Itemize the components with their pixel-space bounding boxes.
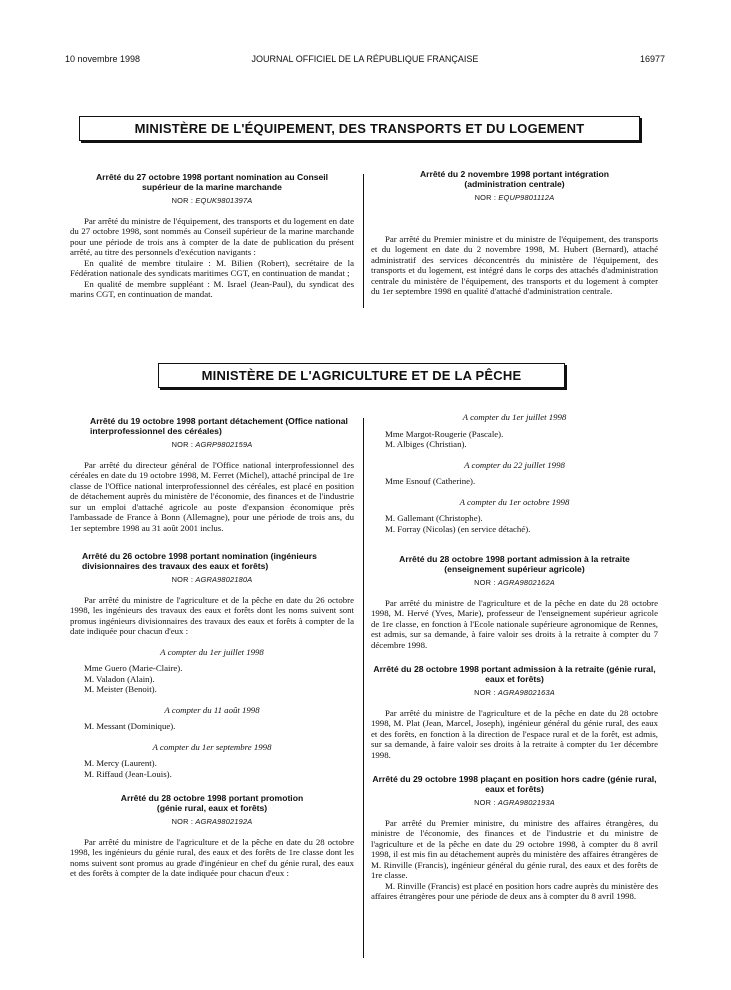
nor-ref: NOR : AGRA9802193A (474, 798, 555, 807)
arrete-body: Par arrêté du ministre de l'agriculture et de la pêche en date du 26 octobre 1998, les ingénieurs des travaux des eaux et forêts dont les noms suivent sont promus ingénieurs divisionnaires des travaux des eaux et forêts à compter de la date indiquée pour chacun d'eux : (70, 594, 354, 636)
arrete-body: Par arrêté du Premier ministre, du ministre des affaires étrangères, du ministre de l'économie, des finances et de l'industrie et du ministre de l'agriculture et de la pêche en date du 29 octobre 1998, à compter du 8 avril 1998, il est mis fin au détachement auprès du ministère des affaires étrangères de M. Rinville (Francis), ingénieur général du génie rural, des eaux et des forêts de 1re classe. (371, 817, 658, 880)
arrete-body: En qualité de membre titulaire : M. Bilien (Robert), secrétaire de la Fédération nationale des syndicats maritimes CGT, en continuation de mandat ; (70, 257, 354, 278)
left-column (70, 416, 354, 879)
arrete-title: Arrêté du 27 octobre 1998 portant nomination au Conseil supérieur de la marine marchande (95, 172, 329, 192)
arrete-body: Par arrêté du ministre de l'équipement, des transports et du logement en date du 27 octobre 1998, sont nommés au Conseil supérieur de la marine marchande pour une période de trois ans à compter de la date de publication du présent arrêté, au titre des personnels d'exécution navigants : (70, 215, 354, 257)
arrete-body: Par arrêté du ministre de l'agriculture et de la pêche en date du 28 octobre 1998, M. Hervé (Yves, Marie), professeur de l'enseignement supérieur agricole de 1re classe, en fonction à l'Ecole nationale supérieure agronomique de Rennes, est admis, sur sa demande, à faire valoir ses droits à la retraite à compter du 7 décembre 1998. (371, 597, 658, 650)
effective-date: A compter du 11 août 1998 (164, 704, 260, 715)
arrete-title: Arrêté du 26 octobre 1998 portant nomination (ingénieurs divisionnaires des travaux des eaux et forêts) (82, 551, 317, 571)
person-name: M. Albiges (Christian). (385, 439, 467, 449)
effective-date: A compter du 22 juillet 1998 (464, 459, 565, 470)
journal-title: JOURNAL OFFICIEL DE LA RÉPUBLIQUE FRANÇAISE (251, 54, 479, 64)
nor-ref: NOR : AGRP9802159A (171, 440, 253, 449)
person-name: M. Mercy (Laurent). (84, 758, 157, 768)
arrete-body: Par arrêté du ministre de l'agriculture et de la pêche en date du 28 octobre 1998, les ingénieurs du génie rural, des eaux et des forêts de 1re classe dont les noms suivent sont promus au grade d'ingénieur en chef du génie rural, des eaux et des forêts à compter de la date indiquée pour chacun d'eux : (70, 836, 354, 878)
header-date: 10 novembre 1998 (65, 54, 141, 64)
effective-date: A compter du 1er septembre 1998 (152, 741, 272, 752)
arrete-integration (371, 169, 658, 297)
arrete-title: Arrêté du 29 octobre 1998 plaçant en position hors cadre (génie rural, eaux et forêts) (372, 774, 657, 794)
ministry-title: MINISTÈRE DE L'ÉQUIPEMENT, DES TRANSPORTS ET DU LOGEMENT (134, 121, 585, 136)
arrete-body: En qualité de membre suppléant : M. Israel (Jean-Paul), du syndicat des marins CGT, en continuation de mandat. (70, 278, 354, 299)
person-name: Mme Esnouf (Catherine). (385, 476, 476, 486)
ministry-banner-equipement (79, 116, 640, 141)
column-divider (363, 174, 364, 308)
person-name: M. Riffaud (Jean-Louis). (84, 768, 172, 779)
effective-date: A compter du 1er octobre 1998 (459, 496, 570, 507)
arrete-body: M. Rinville (Francis) est placé en position hors cadre auprès du ministère des affaires étrangères pour une période de deux ans à compter du 8 avril 1998. (371, 880, 658, 901)
effective-date: A compter du 1er juillet 1998 (160, 646, 264, 657)
ministry-banner-agriculture (158, 363, 565, 388)
person-name: Mme Guero (Marie-Claire). (84, 663, 183, 673)
arrete-title: Arrêté du 28 octobre 1998 portant promotion (génie rural, eaux et forêts) (120, 793, 304, 813)
page-number: 16977 (639, 54, 665, 64)
arrete-body: Par arrêté du Premier ministre et du ministre de l'équipement, des transports et du logement en date du 2 novembre 1998, M. Hubert (Bernard), attaché administratif des services déconcentrés du ministère de l'équipement, des transports et du logement, est intégré dans le corps des attachés d'administration centrale du ministère de l'équipement, des transports et du logement à compter du 1er septembre 1998 en qualité d'attaché d'administration centrale. (371, 233, 658, 296)
person-name: Mme Margot-Rougerie (Pascale). (385, 428, 504, 439)
arrete-body: Par arrêté du directeur général de l'Office national interprofessionnel des céréales en date du 19 octobre 1998, M. Ferret (Michel), attaché principal de 1re classe de l'Office national interprofessionnel des céréales, est placé en position de détachement auprès du ministère de l'économie, des finances et de l'industrie sur un emploi d'attaché agricole au poste d'expansion économique près l'ambassade de France à Bonn (Allemagne), pour une période de trois ans, du 1er septembre 1998 au 31 août 2001 inclus. (70, 459, 354, 533)
effective-date: A compter du 1er juillet 1998 (462, 412, 567, 422)
nor-ref: NOR : AGRA9802192A (171, 817, 253, 826)
nor-ref: NOR : AGRA9802180A (171, 575, 253, 584)
person-name: M. Valadon (Alain). (84, 673, 155, 684)
arrete-title: Arrêté du 2 novembre 1998 portant intégration (administration centrale) (419, 169, 610, 189)
person-name: M. Messant (Dominique). (84, 721, 176, 731)
arrete-title: Arrêté du 28 octobre 1998 portant admission à la retraite (enseignement supérieur agricole) (399, 554, 630, 574)
nor-ref: NOR : EQUK9801397A (171, 196, 253, 205)
person-name: M. Meister (Benoit). (84, 684, 157, 694)
arrete-title: Arrêté du 19 octobre 1998 portant détachement (Office national interprofessionnel des céréales) (90, 416, 348, 436)
arrete-title: Arrêté du 28 octobre 1998 portant admission à la retraite (génie rural, eaux et forêts) (373, 664, 656, 684)
page-header (65, 54, 665, 68)
arrete-body: Par arrêté du ministre de l'agriculture et de la pêche en date du 28 octobre 1998, M. Plat (Jean, Marcel, Joseph), ingénieur général du génie rural, des eaux et des forêts, en fonction à la direction de l'espace rural et de la forêt, est admis, sur sa demande, à faire valoir ses droits à la retraite à compter du 1er décembre 1998. (371, 707, 658, 760)
person-name: M. Forray (Nicolas) (en service détaché). (385, 523, 531, 534)
column-divider (363, 418, 364, 958)
nor-ref: NOR : AGRA9802162A (474, 578, 555, 587)
person-name: M. Gallemant (Christophe). (385, 513, 483, 523)
right-column (371, 412, 658, 902)
ministry-title: MINISTÈRE DE L'AGRICULTURE ET DE LA PÊCHE (201, 368, 522, 383)
nor-ref: NOR : AGRA9802163A (474, 688, 555, 697)
arrete-marine-marchande (70, 172, 354, 300)
nor-ref: NOR : EQUP9801112A (474, 193, 555, 202)
